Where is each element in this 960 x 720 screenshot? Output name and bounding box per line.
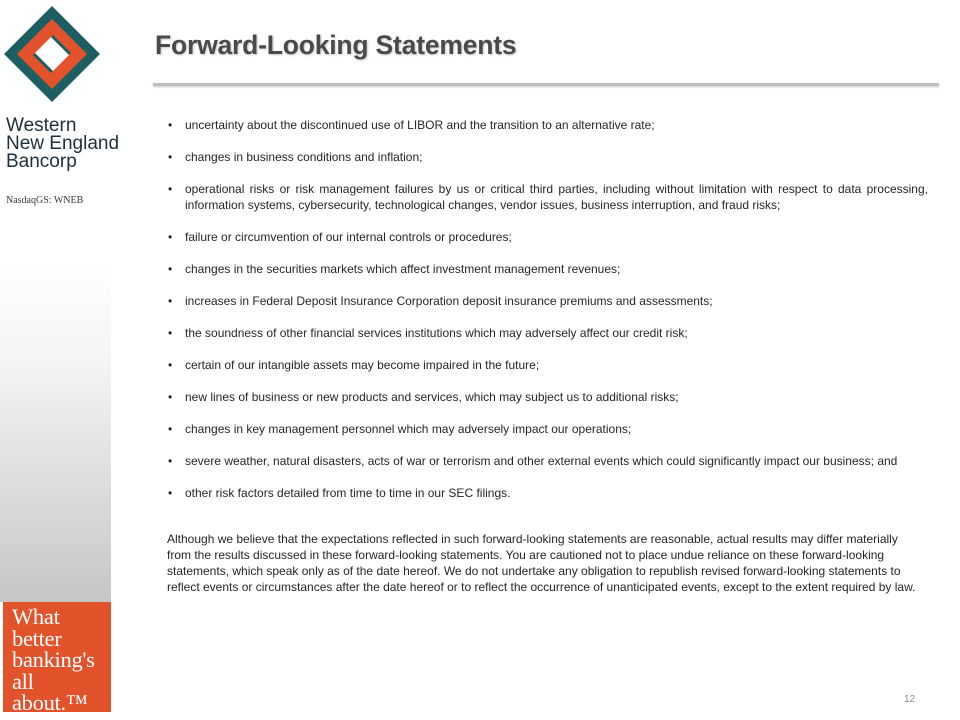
tagline-box [3,602,111,715]
list-item-text: the soundness of other financial services institutions which may adversely affect our credit risk; [185,326,688,340]
tagline-line: banking's [12,647,95,672]
risk-factor-list [168,117,928,517]
wneb-logo-icon [2,4,102,104]
sidebar-gradient [0,262,111,602]
list-item-text: certain of our intangible assets may become impaired in the future; [185,358,540,372]
bullet-icon: • [168,326,173,340]
brand-name [6,117,136,171]
list-item-text: operational risks or risk management failures by us or critical third parties, including without limitation with respect to data processing, information systems, cybersecurity, technological changes, vendor issues, business interruption, and fraud risks; [185,182,928,212]
list-item-text: uncertainty about the discontinued use of LIBOR and the transition to an alternative rate; [185,118,655,132]
list-item-text: severe weather, natural disasters, acts of war or terrorism and other external events which could significantly impact our business; and [185,454,898,468]
brand-name-line: Bancorp [6,151,77,172]
bullet-icon: • [168,422,173,436]
bullet-icon: • [168,454,173,468]
title-divider [153,83,939,86]
bullet-icon: • [168,294,173,308]
tagline-line: What [12,604,60,629]
bullet-icon: • [168,358,173,372]
disclaimer-paragraph: Although we believe that the expectations reflected in such forward-looking statements are reasonable, actual results may differ materially from the results discussed in these forward-looking statements. You are cautioned not to place undue reliance on these forward-looking statements, which speak only as of the date hereof. We do not undertake any obligation to republish revised forward-looking statements to reflect events or circumstances after the date hereof or to reflect the occurrence of unanticipated events, except to the extent required by law. [167,532,916,594]
list-item-text: new lines of business or new products and services, which may subject us to additional risks; [185,390,679,404]
list-item [168,181,928,213]
list-item [168,325,928,341]
list-item-text: increases in Federal Deposit Insurance Corporation deposit insurance premiums and assessments; [185,294,713,308]
list-item [168,453,928,469]
page-number: 12 [904,694,916,705]
brand-name-line: New England [6,133,120,154]
list-item-text: changes in key management personnel which may adversely impact our operations; [185,422,632,436]
stock-ticker: NasdaqGS: WNEB [6,195,84,206]
bullet-icon: • [168,486,173,500]
bullet-icon: • [168,262,173,276]
list-item-text: other risk factors detailed from time to time in our SEC filings. [185,486,511,500]
list-item [168,229,928,245]
list-item [168,261,928,277]
tagline-line: all about.™ [12,668,88,715]
bullet-icon: • [168,390,173,404]
tagline-line: better [12,625,62,651]
list-item-text: failure or circumvention of our internal controls or procedures; [185,230,512,244]
list-item [168,389,928,405]
slide-title: Forward-Looking Statements [155,30,517,60]
list-item-text: changes in business conditions and inflation; [185,150,423,164]
list-item [168,117,928,133]
bullet-icon: • [168,182,173,196]
list-item [168,149,928,165]
list-item [168,357,928,373]
list-item [168,293,928,309]
bullet-icon: • [168,230,173,244]
list-item [168,421,928,437]
brand-name-line: Western [6,115,77,136]
list-item-text: changes in the securities markets which affect investment management revenues; [185,262,621,276]
list-item [168,485,928,501]
bullet-icon: • [168,118,173,132]
bullet-icon: • [168,150,173,164]
